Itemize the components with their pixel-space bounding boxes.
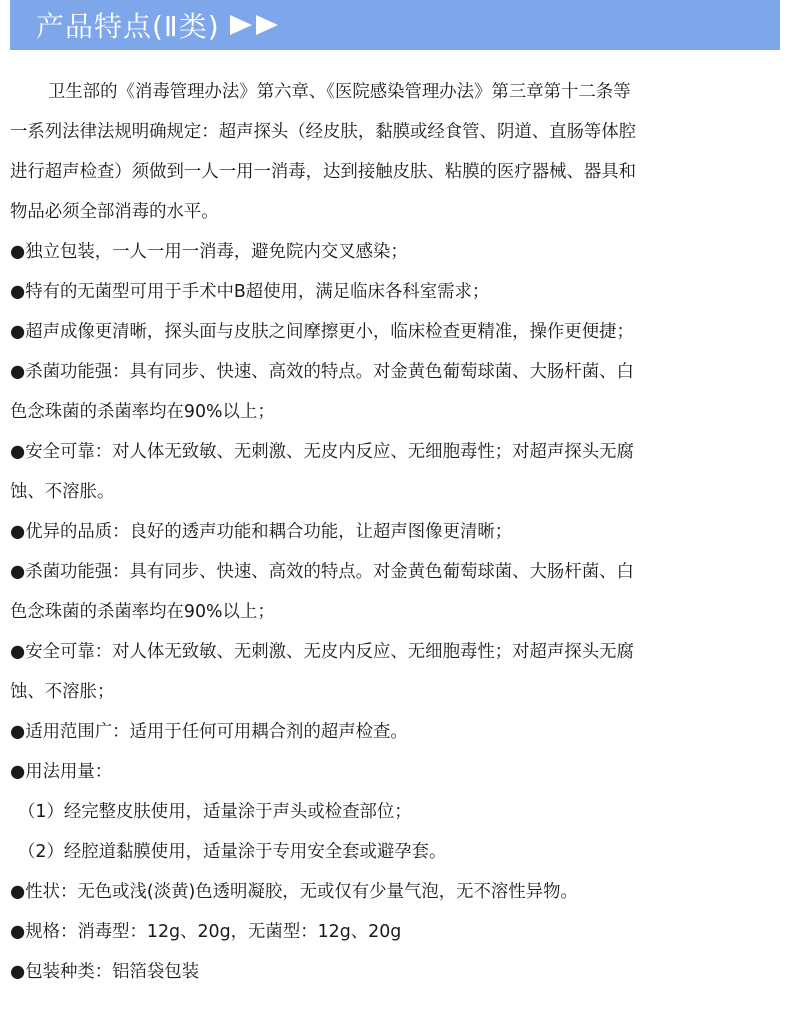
section-title: 产品特点(Ⅱ类)	[36, 10, 220, 43]
bullet-icon: ●	[10, 562, 26, 582]
feature-text: 杀菌功能强：具有同步、快速、高效的特点。对金黄色葡萄球菌、大肠杆菌、白	[25, 562, 634, 582]
feature-text: 适用范围广：适用于任何可用耦合剂的超声检查。	[25, 722, 408, 742]
bullet-icon: ●	[10, 922, 26, 942]
product-features-content	[10, 72, 782, 992]
spec-text: 包装种类：铝箔袋包装	[25, 962, 200, 982]
intro-line: 卫生部的《消毒管理办法》第六章、《医院感染管理办法》第三章第十二条等	[48, 82, 631, 102]
spec-item	[10, 952, 782, 992]
bullet-icon: ●	[10, 242, 26, 262]
section-header	[10, 0, 780, 50]
feature-text: 安全可靠：对人体无致敏、无刺激、无皮内反应、无细胞毒性；对超声探头无腐	[25, 642, 634, 662]
bullet-icon: ●	[10, 522, 26, 542]
bullet-icon: ●	[10, 722, 26, 742]
feature-text: 独立包装，一人一用一消毒，避免院内交叉感染；	[25, 242, 408, 262]
feature-text: 超声成像更清晰，探头面与皮肤之间摩擦更小，临床检查更精准，操作更便捷；	[25, 322, 634, 342]
spec-text: 性状：无色或浅(淡黄)色透明凝胶，无或仅有少量气泡，无不溶性异物。	[25, 882, 578, 902]
feature-item	[10, 312, 782, 352]
bullet-icon: ●	[10, 642, 26, 662]
spec-item	[10, 872, 782, 912]
feature-item	[10, 232, 782, 272]
spec-text: 规格：消毒型：12g、20g，无菌型：12g、20g	[25, 922, 402, 942]
usage-heading-text: 用法用量：	[25, 762, 113, 782]
bullet-icon: ●	[10, 282, 26, 302]
feature-text: 安全可靠：对人体无致敏、无刺激、无皮内反应、无细胞毒性；对超声探头无腐	[25, 442, 634, 462]
feature-item	[10, 552, 782, 592]
feature-item	[10, 512, 782, 552]
feature-item	[10, 352, 782, 392]
feature-item	[10, 432, 782, 472]
feature-item	[10, 632, 782, 672]
usage-step: （1）经完整皮肤使用，适量涂于声头或检查部位；	[18, 802, 412, 822]
bullet-icon: ●	[10, 322, 26, 342]
intro-line: 物品必须全部消毒的水平。	[10, 202, 219, 222]
bullet-icon: ●	[10, 362, 26, 382]
double-play-arrow-icon	[228, 12, 284, 38]
bullet-icon: ●	[10, 882, 26, 902]
usage-heading	[10, 752, 782, 792]
feature-text-continued: 色念珠菌的杀菌率均在90%以上；	[10, 402, 275, 422]
intro-line: 进行超声检查）须做到一人一用一消毒，达到接触皮肤、粘膜的医疗器械、器具和	[10, 162, 637, 182]
feature-text: 优异的品质：良好的透声功能和耦合功能，让超声图像更清晰；	[25, 522, 513, 542]
feature-text-continued: 色念珠菌的杀菌率均在90%以上；	[10, 602, 275, 622]
bullet-icon: ●	[10, 442, 26, 462]
feature-item	[10, 272, 782, 312]
usage-step: （2）经腔道黏膜使用，适量涂于专用安全套或避孕套。	[18, 842, 447, 862]
intro-paragraph	[10, 72, 782, 232]
bullet-icon: ●	[10, 762, 26, 782]
spec-item	[10, 912, 782, 952]
feature-text-continued: 蚀、不溶胀；	[10, 682, 115, 702]
intro-line: 一系列法律法规明确规定：超声探头（经皮肤，黏膜或经食管、阴道、直肠等体腔	[10, 122, 637, 142]
feature-text-continued: 蚀、不溶胀。	[10, 482, 115, 502]
feature-text: 特有的无菌型可用于手术中B超使用，满足临床各科室需求；	[25, 282, 490, 302]
feature-text: 杀菌功能强：具有同步、快速、高效的特点。对金黄色葡萄球菌、大肠杆菌、白	[25, 362, 634, 382]
feature-item	[10, 712, 782, 752]
bullet-icon: ●	[10, 962, 26, 982]
